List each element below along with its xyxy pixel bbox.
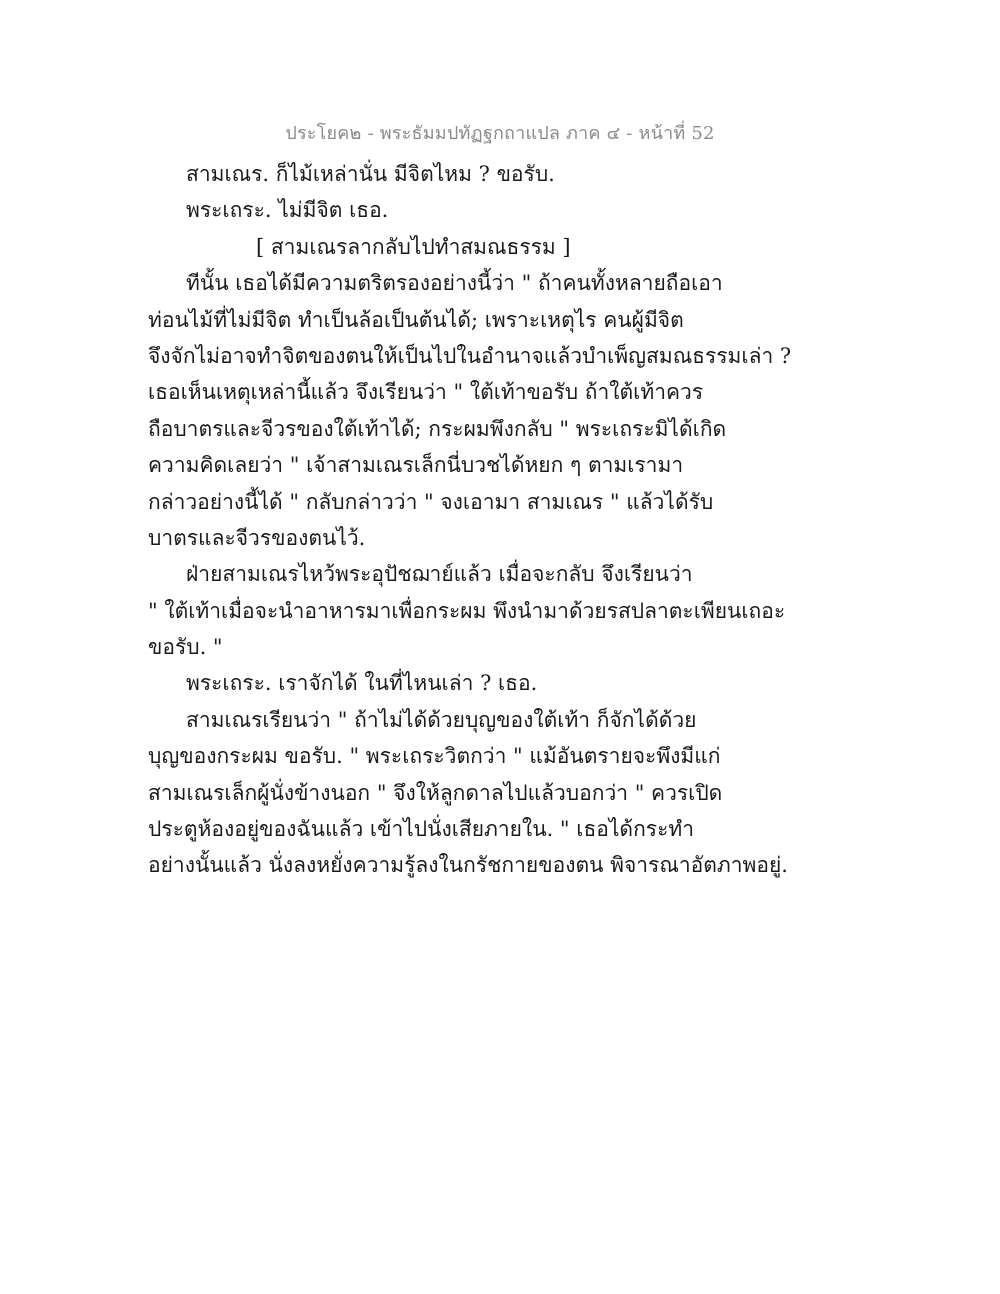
section-heading: [ สามเณรลากลับไปทำสมณธรรม ] [256,234,571,259]
text-line: ท่อนไม้ที่ไม่มีจิต ทำเป็นล้อเป็นต้นได้; เพราะเหตุไร คนผู้มีจิต [148,307,684,332]
text-line: ถือบาตรและจีวรของใต้เท้าได้; กระผมพึงกลับ " พระเถระมิได้เกิด [148,416,727,441]
text-line: อย่างนั้นแล้ว นั่งลงหยั่งความรู้ลงในกรัชกายของตน พิจารณาอัตภาพอยู่. [148,853,788,878]
text-line: พระเถระ. ไม่มีจิต เธอ. [186,198,389,223]
text-line: ความคิดเลยว่า " เจ้าสามเณรเล็กนี่บวชได้หยก ๆ ตามเรามา [148,453,684,478]
text-line: ประตูห้องอยู่ของฉันแล้ว เข้าไปนั่งเสียภายใน. " เธอได้กระทำ [148,817,694,842]
text-line: บาตรและจีวรของตนไว้. [148,525,366,550]
text-line: " ใต้เท้าเมื่อจะนำอาหารมาเพื่อกระผม พึงนำมาด้วยรสปลาตะเพียนเถอะ [148,598,786,623]
text-line: สามเณร. ก็ไม้เหล่านั่น มีจิตไหม ? ขอรับ. [186,162,555,186]
text-line: ขอรับ. " [148,635,223,660]
body-text [148,156,792,884]
text-line: พระเถระ. เราจักได้ ในที่ไหนเล่า ? เธอ. [186,671,538,696]
text-line: จึงจักไม่อาจทำจิตของตนให้เป็นไปในอำนาจแล้วบำเพ็ญสมณธรรมเล่า ? [148,343,792,368]
text-line: ฝ่ายสามเณรไหว้พระอุปัชฌาย์แล้ว เมื่อจะกลับ จึงเรียนว่า [186,562,693,587]
page-header: ประโยค๒ - พระธัมมปทัฏฐกถาแปล ภาค ๔ - หน้าที่ 52 [285,123,715,144]
text-line: เธอเห็นเหตุเหล่านี้แล้ว จึงเรียนว่า " ใต้เท้าขอรับ ถ้าใต้เท้าควร [148,380,704,405]
text-line: บุญของกระผม ขอรับ. " พระเถระวิตกว่า " แม้อันตรายจะพึงมีแก่ [148,744,721,769]
text-line: กล่าวอย่างนี้ได้ " กลับกล่าวว่า " จงเอามา สามเณร " แล้วได้รับ [148,489,714,514]
text-line: ทีนั้น เธอได้มีความตริตรองอย่างนี้ว่า " ถ้าคนทั้งหลายถือเอา [186,271,723,296]
text-line: สามเณรเรียนว่า " ถ้าไม่ได้ด้วยบุญของใต้เท้า ก็จักได้ด้วย [186,707,697,732]
text-line: สามเณรเล็กผู้นั่งข้างนอก " จึงให้ลูกดาลไปแล้วบอกว่า " ควรเปิด [148,780,723,805]
